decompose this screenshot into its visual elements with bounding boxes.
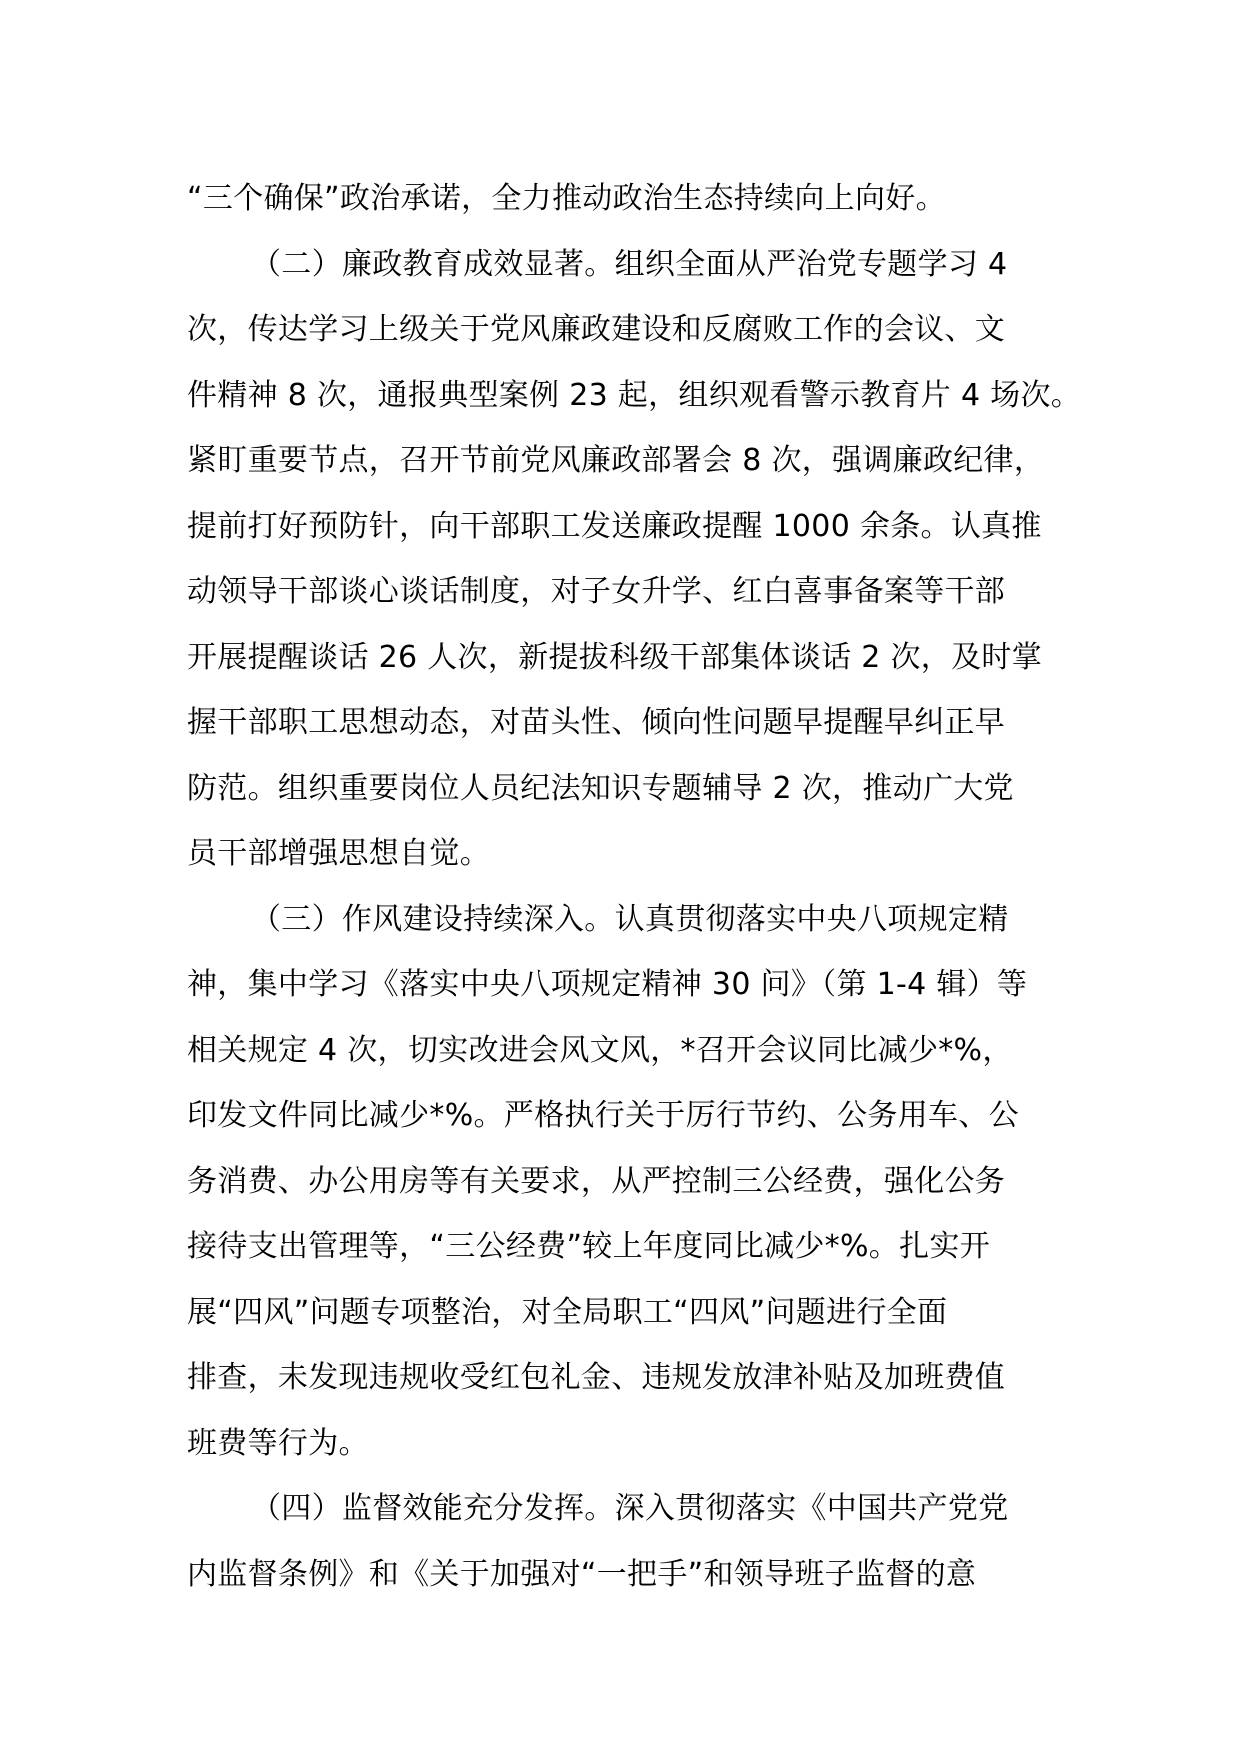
text-line: 握干部职工思想动态，对苗头性、倾向性问题早提醒早纠正早 bbox=[187, 705, 1006, 740]
section-heading-line: （四）监督效能充分发挥。深入贯彻落实《中国共产党党 bbox=[251, 1491, 1009, 1526]
text-line: 接待支出管理等，“三公经费”较上年度同比减少*%。扎实开 bbox=[187, 1229, 990, 1264]
text-line: 防范。组织重要岗位人员纪法知识专题辅导 2 次，推动广大党 bbox=[187, 770, 1014, 806]
text-line: 印发文件同比减少*%。严格执行关于厉行节约、公务用车、公 bbox=[187, 1098, 1019, 1133]
section-heading-line: （三）作风建设持续深入。认真贯彻落实中央八项规定精 bbox=[251, 901, 1009, 937]
text-line: 员干部增强思想自觉。 bbox=[187, 836, 490, 871]
text-line: 开展提醒谈话 26 人次，新提拔科级干部集体谈话 2 次，及时掌 bbox=[187, 639, 1043, 675]
section-heading-line: （二）廉政教育成效显著。组织全面从严治党专题学习 4 bbox=[251, 246, 1008, 282]
text-line: 相关规定 4 次，切实改进会风文风，*召开会议同比减少*%， bbox=[187, 1032, 1013, 1068]
text-line: 排查，未发现违规收受红包礼金、违规发放津补贴及加班费值 bbox=[187, 1360, 1006, 1395]
text-line: 提前打好预防针，向干部职工发送廉政提醒 1000 余条。认真推 bbox=[187, 508, 1042, 544]
text-line: 内监督条例》和《关于加强对“一把手”和领导班子监督的意 bbox=[187, 1556, 977, 1592]
text-line: 紧盯重要节点，召开节前党风廉政部署会 8 次，强调廉政纪律， bbox=[187, 443, 1045, 478]
text-line: 神，集中学习《落实中央八项规定精神 30 问》（第 1-4 辑）等 bbox=[187, 967, 1028, 1002]
text-line: 务消费、办公用房等有关要求，从严控制三公经费，强化公务 bbox=[187, 1163, 1006, 1199]
text-line: 班费等行为。 bbox=[187, 1425, 369, 1461]
text-line: 展“四风”问题专项整治，对全局职工“四风”问题进行全面 bbox=[187, 1294, 948, 1330]
text-line: “三个确保”政治承诺，全力推动政治生态持续向上向好。 bbox=[187, 181, 946, 216]
text-line: 件精神 8 次，通报典型案例 23 起，组织观看警示教育片 4 场次。 bbox=[187, 377, 1082, 413]
text-line: 次，传达学习上级关于党风廉政建设和反腐败工作的会议、文 bbox=[187, 312, 1006, 347]
text-line: 动领导干部谈心谈话制度，对子女升学、红白喜事备案等干部 bbox=[187, 574, 1006, 609]
document-body bbox=[187, 166, 1087, 1607]
